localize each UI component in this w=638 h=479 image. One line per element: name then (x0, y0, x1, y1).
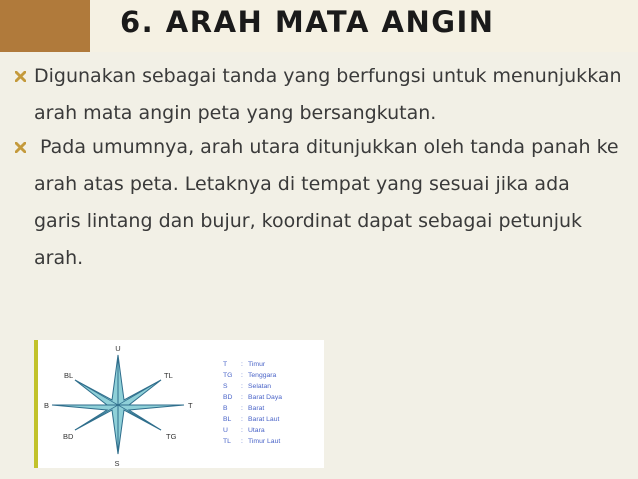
legend-separator: : (241, 416, 243, 423)
legend-separator: : (241, 372, 243, 379)
bullet-item (12, 129, 625, 277)
legend-code: BD (223, 394, 233, 401)
legend-meaning: Barat (248, 405, 265, 412)
legend-meaning: Timur Laut (248, 438, 281, 445)
title-accent-bar (0, 0, 90, 52)
slide-title: 6. ARAH MATA ANGIN (120, 5, 495, 39)
legend-meaning: Tenggara (248, 372, 277, 379)
compass-legend (223, 361, 282, 445)
legend-code: U (223, 427, 228, 434)
compass-label-northwest: BL (64, 371, 74, 380)
legend-code: BL (223, 416, 232, 423)
legend-meaning: Selatan (248, 383, 272, 390)
legend-separator: : (241, 361, 243, 368)
legend-code: B (223, 405, 228, 412)
legend-code: TL (223, 438, 231, 445)
compass-figure (34, 340, 324, 468)
legend-meaning: Barat Daya (248, 394, 283, 401)
legend-meaning: Timur (248, 361, 266, 368)
legend-code: S (223, 383, 228, 390)
legend-meaning: Utara (248, 427, 265, 434)
legend-meaning: Barat Laut (248, 416, 280, 423)
legend-separator: : (241, 383, 243, 390)
compass-label-west: B (44, 401, 50, 410)
bullet-text: Pada umumnya, arah utara ditunjukkan oleh tanda panah ke arah atas peta. Letaknya di tempat yang sesuai jika ada garis lintang dan bujur, koordinat dapat sebagai petunjuk arah. (34, 136, 625, 269)
bullet-list (12, 58, 625, 277)
compass-label-north: U (115, 344, 121, 353)
compass-label-southwest: BD (63, 432, 74, 441)
legend-code: T (223, 361, 228, 368)
compass-label-southeast: TG (166, 432, 177, 441)
bullet-item (12, 58, 622, 132)
compass-label-east: T (188, 401, 193, 410)
legend-code: TG (223, 372, 233, 379)
bullet-text: Digunakan sebagai tanda yang berfungsi untuk menunjukkan arah mata angin peta yang bersangkutan. (34, 65, 622, 124)
legend-separator: : (241, 394, 243, 401)
compass-label-south: S (114, 459, 120, 468)
x-mark-icon (12, 58, 28, 95)
compass-label-northeast: TL (164, 371, 173, 380)
legend-separator: : (241, 427, 243, 434)
x-mark-icon (12, 129, 28, 166)
legend-separator: : (241, 405, 243, 412)
legend-separator: : (241, 438, 243, 445)
compass-diagram (38, 340, 320, 468)
